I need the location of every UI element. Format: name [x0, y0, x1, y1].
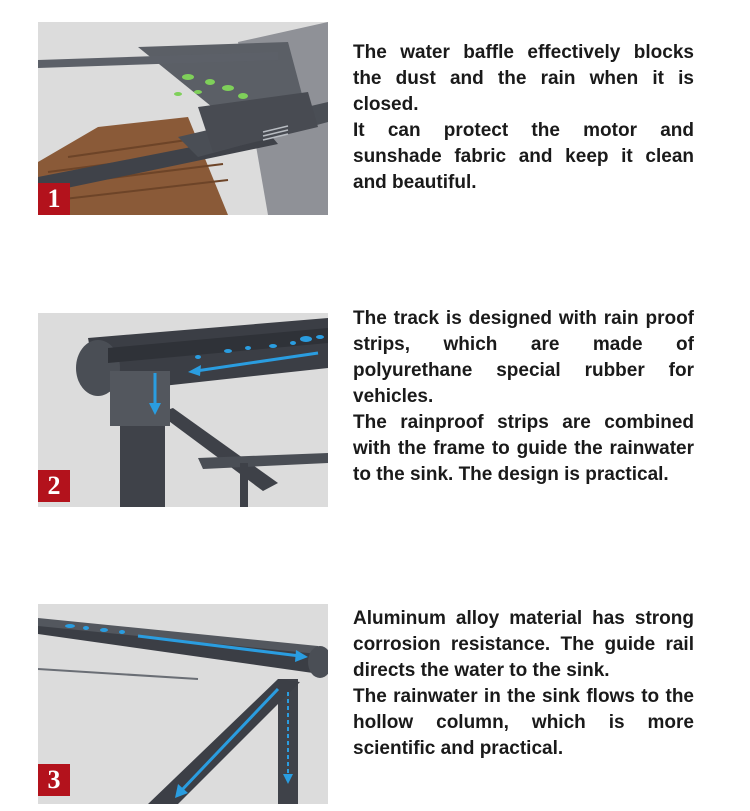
description-paragraph: It can protect the motor and sunshade fabric and keep it clean and beautiful. [353, 120, 694, 193]
track-rainproof-illustration [38, 313, 328, 507]
description-paragraph: The rainwater in the sink flows to the hollow column, which is more scientific and practical. [353, 686, 694, 759]
feature-description [353, 606, 694, 762]
step-number-badge: 3 [38, 764, 70, 796]
description-paragraph: Aluminum alloy material has strong corrosion resistance. The guide rail directs the water to the sink. [353, 608, 694, 681]
water-baffle-illustration [38, 22, 328, 215]
description-paragraph: The rainproof strips are combined with the frame to guide the rainwater to the sink. The design is practical. [353, 412, 694, 485]
guide-rail-illustration [38, 604, 328, 804]
step-number-badge: 2 [38, 470, 70, 502]
feature-description [353, 306, 694, 488]
feature-description [353, 40, 694, 196]
description-paragraph: The water baffle effectively blocks the dust and the rain when it is closed. [353, 42, 694, 115]
step-number-badge: 1 [38, 183, 70, 215]
description-paragraph: The track is designed with rain proof strips, which are made of polyurethane special rubber for vehicles. [353, 308, 694, 407]
